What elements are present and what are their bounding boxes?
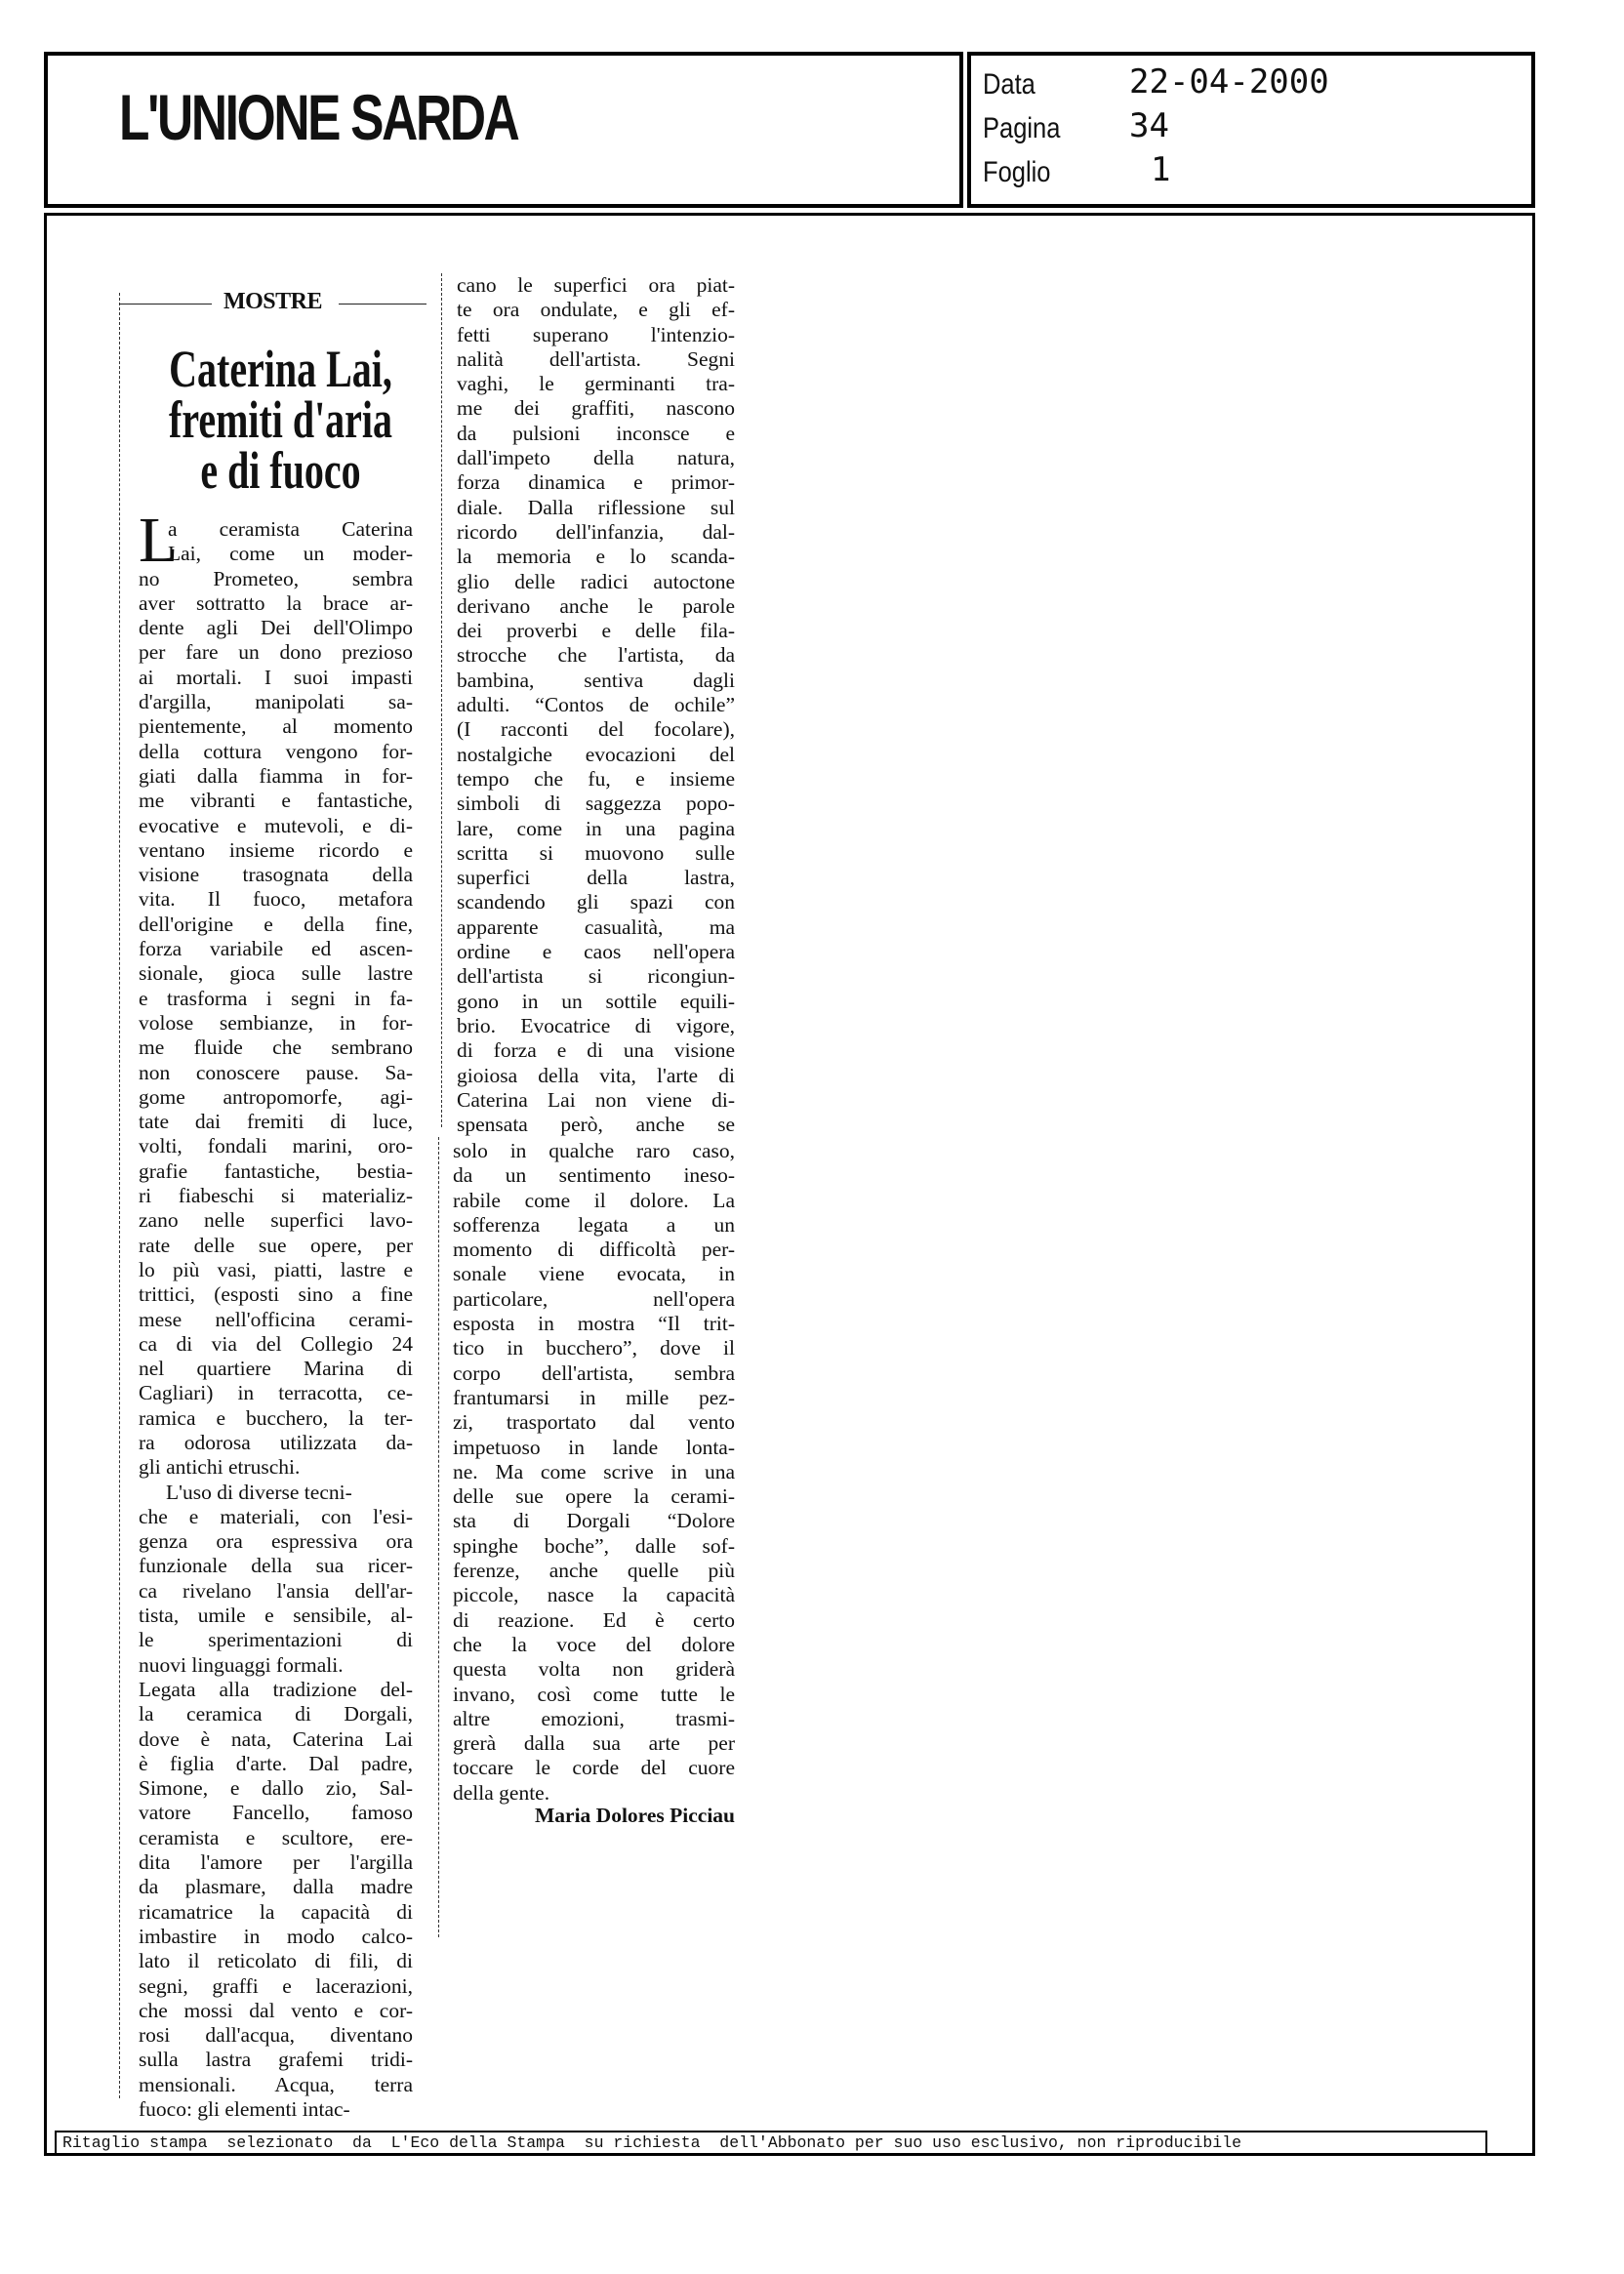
text-line: dente agli Dei dell'Olimpo — [139, 616, 413, 640]
text-line: dei proverbi e delle fila- — [457, 619, 735, 643]
text-line: dall'impeto della natura, — [457, 446, 735, 470]
text-line: brio. Evocatrice di vigore, — [457, 1013, 735, 1037]
text-line: pientemente, al momento — [139, 714, 413, 739]
text-line: ri fiabeschi si materializ- — [139, 1184, 413, 1208]
text-line: scritta si muovono sulle — [457, 840, 735, 865]
newspaper-logo: L'UNIONE SARDA — [119, 81, 518, 153]
page-label: Pagina — [983, 112, 1061, 144]
text-line: questa volta non griderà — [453, 1657, 735, 1682]
text-line: sofferenza legata a un — [453, 1212, 735, 1237]
text-line: superfici della lastra, — [457, 866, 735, 890]
text-line: lare, come in una pagina — [457, 816, 735, 840]
text-line: visione trasognata della — [139, 863, 413, 887]
text-line: fuoco: gli elementi intac- — [139, 2097, 350, 2121]
text-line: rosi dall'acqua, diventano — [139, 2023, 413, 2048]
text-line: spensata però, anche se — [457, 1113, 735, 1137]
text-line: rate delle sue opere, per — [139, 1233, 413, 1257]
text-line: ai mortali. I suoi impasti — [139, 665, 413, 689]
date-value: 22-04-2000 — [1129, 62, 1329, 102]
text-line: funzionale della sua ricer- — [139, 1554, 413, 1578]
text-line: da plasmare, dalla madre — [139, 1875, 413, 1899]
text-line: glio delle radici autoctone — [457, 569, 735, 593]
text-line: altre emozioni, trasmi- — [453, 1706, 735, 1730]
text-line: bambina, sentiva dagli — [457, 668, 735, 692]
kicker-rule-right — [339, 304, 426, 305]
text-line: non conoscere pause. Sa- — [139, 1060, 413, 1084]
text-line: apparente casualità, ma — [457, 914, 735, 939]
text-line: giati dalla fiamma in for- — [139, 763, 413, 788]
headline-line: fremiti d'aria — [169, 390, 392, 449]
text-line: segni, graffi e lacerazioni, — [139, 1973, 413, 1998]
text-line: della cottura vengono for- — [139, 739, 413, 763]
text-line: tico in bucchero”, dove il — [453, 1336, 735, 1360]
text-line: momento di difficoltà per- — [453, 1238, 735, 1262]
text-line: forza variabile ed ascen- — [139, 937, 413, 961]
text-line: diale. Dalla riflessione sul — [457, 495, 735, 519]
headline-line: e di fuoco — [200, 441, 361, 500]
text-line: d'argilla, manipolati sa- — [139, 690, 413, 714]
text-line: che la voce del dolore — [453, 1632, 735, 1656]
text-line: Simone, e dallo zio, Sal- — [139, 1776, 413, 1801]
sheet-value: 1 — [1151, 150, 1171, 189]
text-line: nuovi linguaggi formali. — [139, 1652, 344, 1677]
text-line: dita l'amore per l'argilla — [139, 1850, 413, 1875]
text-line: dell'origine e della fine, — [139, 912, 413, 936]
text-line: nel quartiere Marina di — [139, 1357, 413, 1381]
text-line: (I racconti del focolare), — [457, 717, 735, 742]
text-line: fetti superano l'intenzio- — [457, 322, 735, 346]
text-line: lato il reticolato di fili, di — [139, 1949, 413, 1973]
text-line: ceramista e scultore, ere- — [139, 1825, 413, 1849]
text-line: sta di Dorgali “Dolore — [453, 1509, 735, 1533]
text-line: ordine e caos nell'opera — [457, 940, 735, 964]
text-line: strocche che l'artista, da — [457, 643, 735, 668]
sheet-label: Foglio — [983, 156, 1051, 188]
clipping-notice: Ritaglio stampa selezionato da L'Eco della Stampa su richiesta dell'Abbonato per suo uso esclusivo, non riproducibile — [55, 2131, 1487, 2154]
text-line: zi, trasportato dal vento — [453, 1410, 735, 1435]
text-line: rabile come il dolore. La — [453, 1188, 735, 1212]
author-byline: Maria Dolores Picciau — [535, 1804, 735, 1827]
text-line: tempo che fu, e insieme — [457, 766, 735, 791]
text-line: esposta in mostra “Il trit- — [453, 1312, 735, 1336]
text-line: sionale, gioca sulle lastre — [139, 961, 413, 986]
text-line: tate dai fremiti di luce, — [139, 1110, 413, 1134]
text-line: L'uso di diverse tecni- — [166, 1480, 352, 1504]
text-line: gioiosa della vita, l'arte di — [457, 1063, 735, 1087]
text-line: ca di via del Collegio 24 — [139, 1331, 413, 1356]
drop-cap: L — [139, 505, 179, 576]
text-line: gli antichi etruschi. — [139, 1455, 301, 1480]
text-line: frantumarsi in mille pez- — [453, 1385, 735, 1409]
text-line: da un sentimento ineso- — [453, 1163, 735, 1188]
text-line: invano, così come tutte le — [453, 1682, 735, 1706]
text-line: vita. Il fuoco, metafora — [139, 887, 413, 912]
text-line: spinghe boche”, dalle sof- — [453, 1533, 735, 1558]
text-line: te ora ondulate, e gli ef- — [457, 298, 735, 322]
text-line: toccare le corde del cuore — [453, 1756, 735, 1780]
text-line: le sperimentazioni di — [139, 1628, 413, 1652]
text-line: da pulsioni inconsce e — [457, 421, 735, 445]
text-line: delle sue opere la cerami- — [453, 1484, 735, 1509]
text-line: ra odorosa utilizzata da- — [139, 1430, 413, 1454]
text-line: vatore Fancello, famoso — [139, 1801, 413, 1825]
section-kicker — [119, 289, 426, 318]
text-line: ferenze, anche quelle più — [453, 1559, 735, 1583]
text-line: Cagliari) in terracotta, ce- — [139, 1381, 413, 1405]
text-line: mensionali. Acqua, terra — [139, 2072, 413, 2096]
text-line: scandendo gli spazi con — [457, 890, 735, 914]
article-column-2-continued — [453, 1139, 735, 1806]
text-line: è figlia d'arte. Dal padre, — [139, 1751, 413, 1775]
headline-line: Caterina Lai, — [169, 340, 392, 398]
text-line: grerà dalla sua arte per — [453, 1731, 735, 1756]
text-line: forza dinamica e primor- — [457, 470, 735, 495]
text-line: evocative e mutevoli, e di- — [139, 813, 413, 837]
text-line: solo in qualche raro caso, — [453, 1139, 735, 1162]
column-rule-middle-lower — [438, 1137, 439, 1937]
text-line: me dei graffiti, nascono — [457, 396, 735, 421]
kicker-label: MOSTRE — [223, 289, 322, 314]
text-line: tista, umile e sensibile, al- — [139, 1604, 413, 1628]
text-line: e trasforma i segni in fa- — [139, 986, 413, 1010]
text-line: ricamatrice la capacità di — [139, 1899, 413, 1924]
column-rule-middle — [441, 273, 442, 1127]
text-line: di reazione. Ed è certo — [453, 1607, 735, 1632]
text-line: ne. Ma come scrive in una — [453, 1459, 735, 1483]
text-line: vaghi, le germinanti tra- — [457, 372, 735, 396]
text-line: della gente. — [453, 1780, 550, 1805]
text-line: aver sottratto la brace ar- — [139, 590, 413, 615]
text-line: dove è nata, Caterina Lai — [139, 1726, 413, 1751]
text-line: ventano insieme ricordo e — [139, 837, 413, 862]
text-line: no Prometeo, sembra — [139, 566, 413, 590]
text-line: impetuoso in lande lonta- — [453, 1435, 735, 1459]
text-line: adulti. “Contos de ochile” — [457, 693, 735, 717]
text-line: simboli di saggezza popo- — [457, 792, 735, 816]
text-line: per fare un dono prezioso — [139, 640, 413, 665]
article-column-1 — [139, 517, 413, 2122]
text-line: lo più vasi, piatti, lastre e — [139, 1257, 413, 1281]
text-line: di forza e di una visione — [457, 1038, 735, 1063]
text-line: imbastire in modo calco- — [139, 1924, 413, 1948]
text-line: volti, fondali marini, oro- — [139, 1134, 413, 1158]
text-line: che e materiali, con l'esi- — [139, 1504, 413, 1528]
text-line: nostalgiche evocazioni del — [457, 742, 735, 766]
text-line: me fluide che sembrano — [139, 1035, 413, 1060]
text-line: Legata alla tradizione del- — [139, 1677, 413, 1701]
text-line: piccole, nasce la capacità — [453, 1583, 735, 1607]
text-line: la memoria e lo scanda- — [457, 545, 735, 569]
text-line: gono in un sottile equili- — [457, 989, 735, 1013]
text-line: zano nelle superfici lavo- — [139, 1208, 413, 1233]
text-line: Lai, come un moder- — [168, 542, 413, 566]
page-value: 34 — [1129, 106, 1169, 145]
text-line: particolare, nell'opera — [453, 1286, 735, 1311]
text-line: genza ora espressiva ora — [139, 1529, 413, 1554]
text-line: nalità dell'artista. Segni — [457, 346, 735, 371]
text-line: che mossi dal vento e cor- — [139, 1998, 413, 2022]
text-line: corpo dell'artista, sembra — [453, 1360, 735, 1385]
text-line: ramica e bucchero, la ter- — [139, 1405, 413, 1430]
text-line: trittici, (esposti sino a fine — [139, 1282, 413, 1307]
article-headline — [127, 340, 434, 500]
text-line: sonale viene evocata, in — [453, 1262, 735, 1286]
text-line: volose sembianze, in for- — [139, 1010, 413, 1035]
text-line: Caterina Lai non viene di- — [457, 1087, 735, 1112]
text-line: la ceramica di Dorgali, — [139, 1702, 413, 1726]
text-line: dell'artista si ricongiun- — [457, 964, 735, 989]
text-line: ricordo dell'infanzia, dal- — [457, 519, 735, 544]
text-line: mese nell'officina cerami- — [139, 1307, 413, 1331]
text-line: gome antropomorfe, agi- — [139, 1084, 413, 1109]
text-line: derivano anche le parole — [457, 593, 735, 618]
text-line: sulla lastra grafemi tridi- — [139, 2048, 413, 2072]
text-line: cano le superfici ora piat- — [457, 273, 735, 297]
text-line: ca rivelano l'ansia dell'ar- — [139, 1578, 413, 1603]
date-label: Data — [983, 68, 1035, 101]
text-line: me vibranti e fantastiche, — [139, 789, 413, 813]
text-line: a ceramista Caterina — [168, 517, 413, 541]
text-line: grafie fantastiche, bestia- — [139, 1158, 413, 1183]
column-rule-left — [119, 293, 120, 2098]
article-column-2 — [457, 273, 735, 1137]
